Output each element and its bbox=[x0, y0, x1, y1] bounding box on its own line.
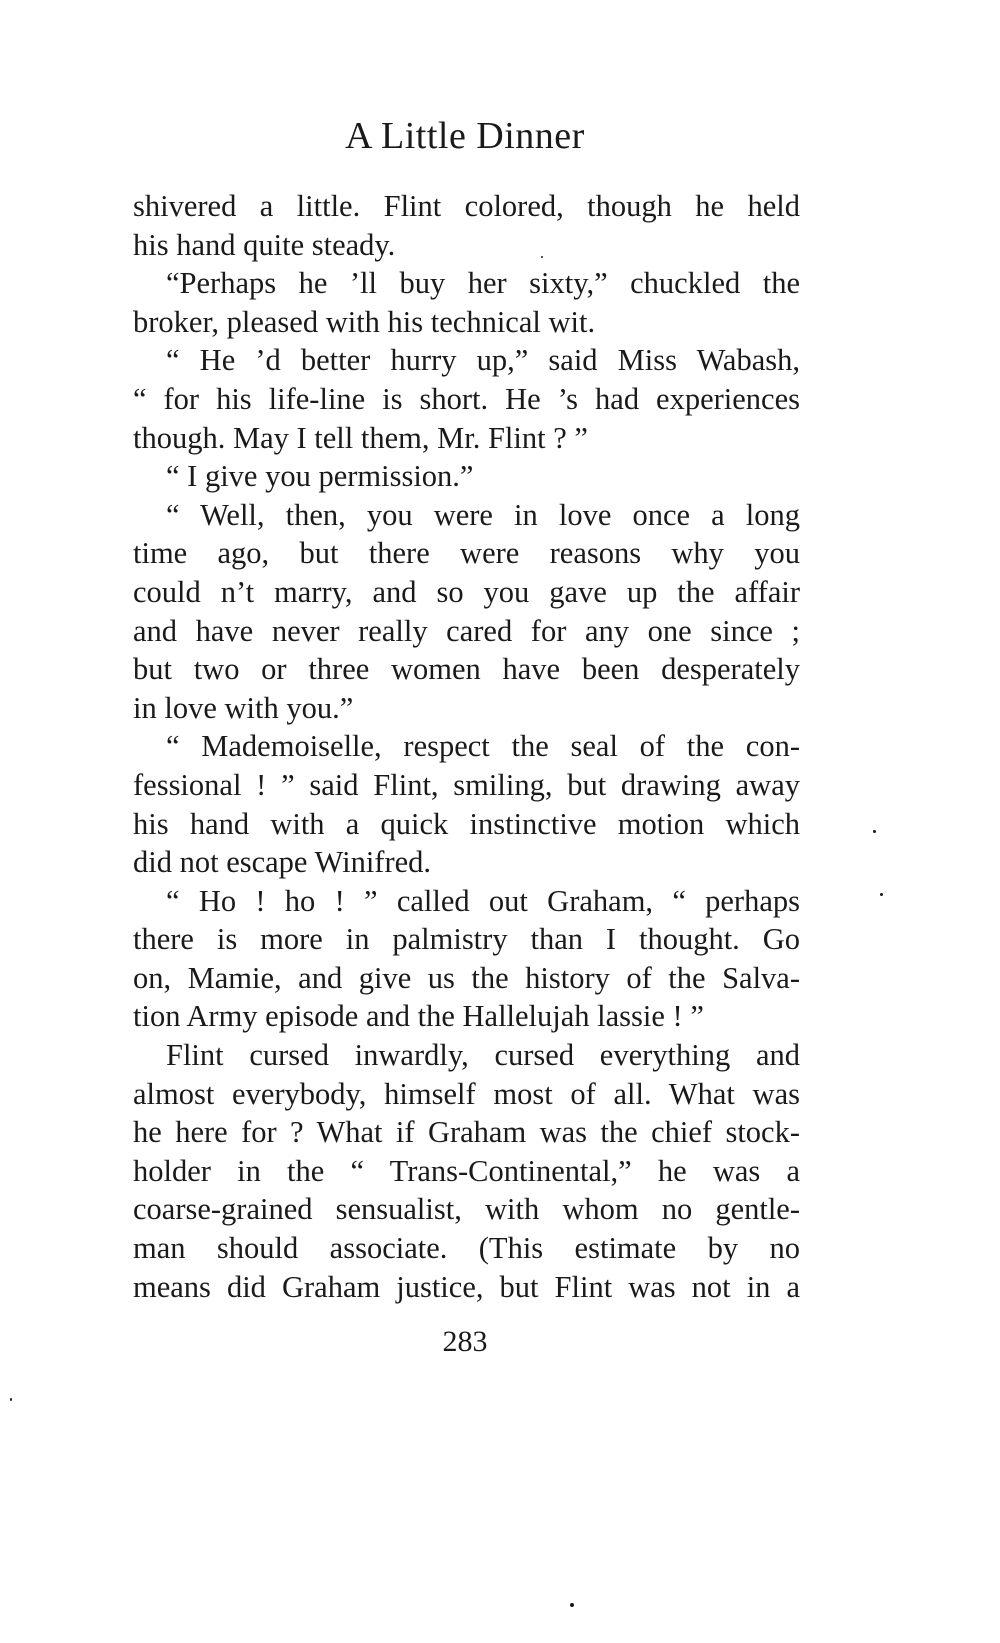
text-line: “ Well, then, you were in love once a long bbox=[166, 497, 800, 532]
text-line: holder in the “ Trans-Continental,” he was a bbox=[133, 1153, 800, 1188]
text-line: shivered a little. Flint colored, though he held bbox=[133, 189, 800, 223]
text-line: “Perhaps he ’ll buy her sixty,” chuckled the bbox=[166, 266, 800, 301]
text-line: broker, pleased with his technical wit. bbox=[133, 304, 596, 339]
running-title: A Little Dinner bbox=[345, 115, 585, 157]
text-line: means did Graham justice, but Flint was not in a bbox=[133, 1269, 800, 1304]
text-line: fessional ! ” said Flint, smiling, but drawing away bbox=[133, 767, 800, 802]
text-line: Flint cursed inwardly, cursed everything and bbox=[166, 1038, 800, 1073]
specks bbox=[880, 893, 883, 896]
specks bbox=[570, 1603, 574, 1607]
specks bbox=[10, 1398, 12, 1401]
text-line: his hand with a quick instinctive motion which bbox=[133, 806, 800, 841]
text-line: time ago, but there were reasons why you bbox=[133, 536, 800, 571]
text-line: “ I give you permission.” bbox=[166, 459, 474, 494]
text-line: though. May I tell them, Mr. Flint ? ” bbox=[133, 420, 588, 455]
text-line: tion Army episode and the Hallelujah lassie ! ” bbox=[133, 999, 704, 1034]
text-line: there is more in palmistry than I thought. Go bbox=[133, 922, 800, 957]
text-line: in love with you.” bbox=[133, 690, 354, 725]
body-text bbox=[133, 187, 800, 1306]
specks bbox=[873, 830, 876, 833]
text-line: on, Mamie, and give us the history of the Salva- bbox=[133, 960, 800, 995]
text-line: could n’t marry, and so you gave up the affair bbox=[133, 574, 800, 609]
text-line: almost everybody, himself most of all. What was bbox=[133, 1076, 800, 1111]
text-line: coarse-grained sensualist, with whom no gentle- bbox=[133, 1192, 800, 1227]
text-line: man should associate. (This estimate by no bbox=[133, 1231, 800, 1266]
text-line: his hand quite steady. bbox=[133, 227, 396, 262]
text-line: “ Mademoiselle, respect the seal of the con- bbox=[166, 729, 800, 764]
text-line: he here for ? What if Graham was the chief stock- bbox=[133, 1115, 800, 1150]
text-line: and have never really cared for any one since ; bbox=[133, 613, 800, 648]
text-line: did not escape Winifred. bbox=[133, 845, 432, 880]
specks bbox=[541, 256, 543, 258]
text-line: “ Ho ! ho ! ” called out Graham, “ perhaps bbox=[166, 883, 800, 918]
text-line: but two or three women have been desperately bbox=[133, 652, 800, 687]
page-number: 283 bbox=[442, 1325, 488, 1358]
text-line: “ He ’d better hurry up,” said Miss Wabash, bbox=[166, 343, 800, 378]
text-line: “ for his life-line is short. He ’s had experiences bbox=[133, 381, 800, 416]
